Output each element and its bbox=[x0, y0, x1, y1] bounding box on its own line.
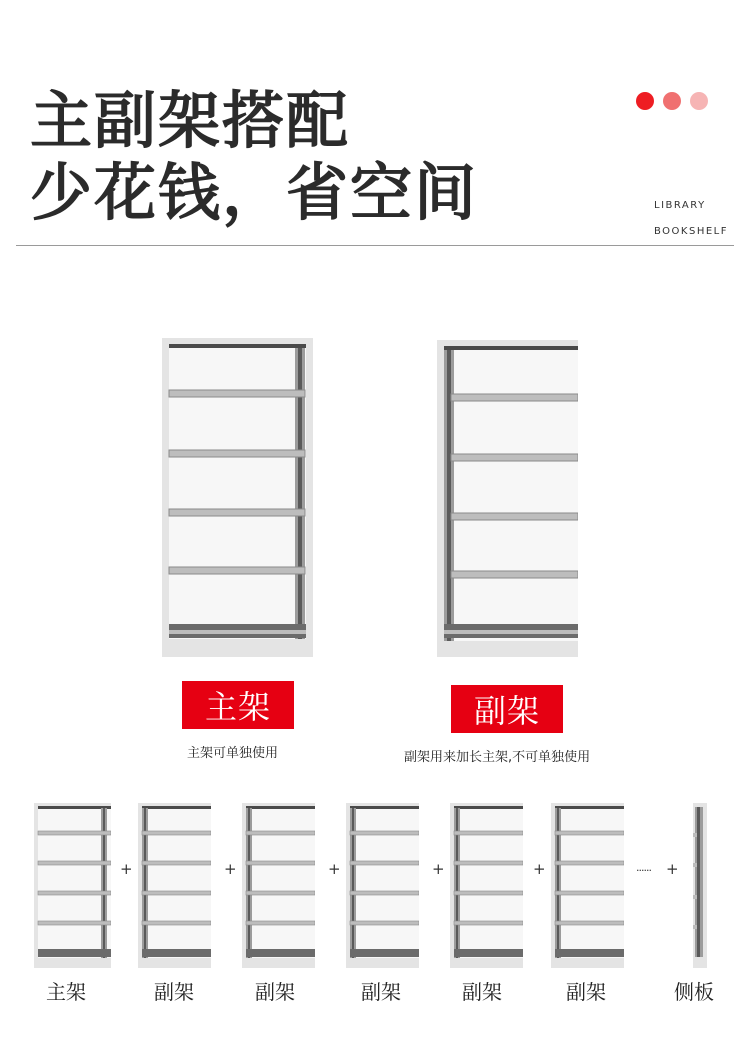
mini-sub-shelf bbox=[551, 803, 624, 968]
plus-sign: + bbox=[666, 860, 679, 878]
plus-sign: + bbox=[432, 860, 445, 878]
main-shelf-caption: 主架可单独使用 bbox=[187, 746, 279, 761]
plus-sign: + bbox=[224, 860, 237, 878]
decorative-dots bbox=[636, 92, 708, 110]
combo-label-sub: 副架 bbox=[154, 980, 194, 1004]
sub-shelf-badge: 副架 bbox=[451, 685, 563, 733]
dot-pink bbox=[663, 92, 681, 110]
sub-shelf-svg bbox=[437, 340, 578, 657]
headline-line-2: 少花钱，省空间 bbox=[30, 156, 479, 229]
plus-sign: + bbox=[120, 860, 133, 878]
plus-sign: + bbox=[328, 860, 341, 878]
combo-label-sub: 副架 bbox=[566, 980, 606, 1004]
mini-sub-shelf bbox=[346, 803, 419, 968]
mini-sub-shelf bbox=[242, 803, 315, 968]
main-shelf-badge: 主架 bbox=[182, 681, 294, 729]
mini-side-panel bbox=[693, 803, 707, 968]
combo-label-main: 主架 bbox=[46, 980, 86, 1004]
main-shelf-svg bbox=[162, 338, 313, 657]
headline-line-1: 主副架搭配 bbox=[30, 84, 351, 157]
header-divider bbox=[16, 245, 734, 246]
plus-sign: + bbox=[533, 860, 546, 878]
mini-main-shelf bbox=[34, 803, 111, 968]
combo-label-sub: 副架 bbox=[361, 980, 401, 1004]
mini-sub-shelf bbox=[450, 803, 523, 968]
combo-label-sub: 副架 bbox=[462, 980, 502, 1004]
sub-shelf-caption: 副架用来加长主架,不可单独使用 bbox=[404, 750, 591, 765]
sub-shelf-illustration bbox=[437, 340, 578, 657]
mini-sub-shelf bbox=[138, 803, 211, 968]
ellipsis: ······ bbox=[636, 864, 651, 877]
library-label: LIBRARY bbox=[654, 200, 706, 211]
dot-red bbox=[636, 92, 654, 110]
dot-light-pink bbox=[690, 92, 708, 110]
main-shelf-illustration bbox=[162, 338, 313, 657]
bookshelf-label: BOOKSHELF bbox=[654, 226, 728, 237]
combo-label-sub: 副架 bbox=[255, 980, 295, 1004]
combo-label-side-panel: 侧板 bbox=[674, 980, 714, 1004]
